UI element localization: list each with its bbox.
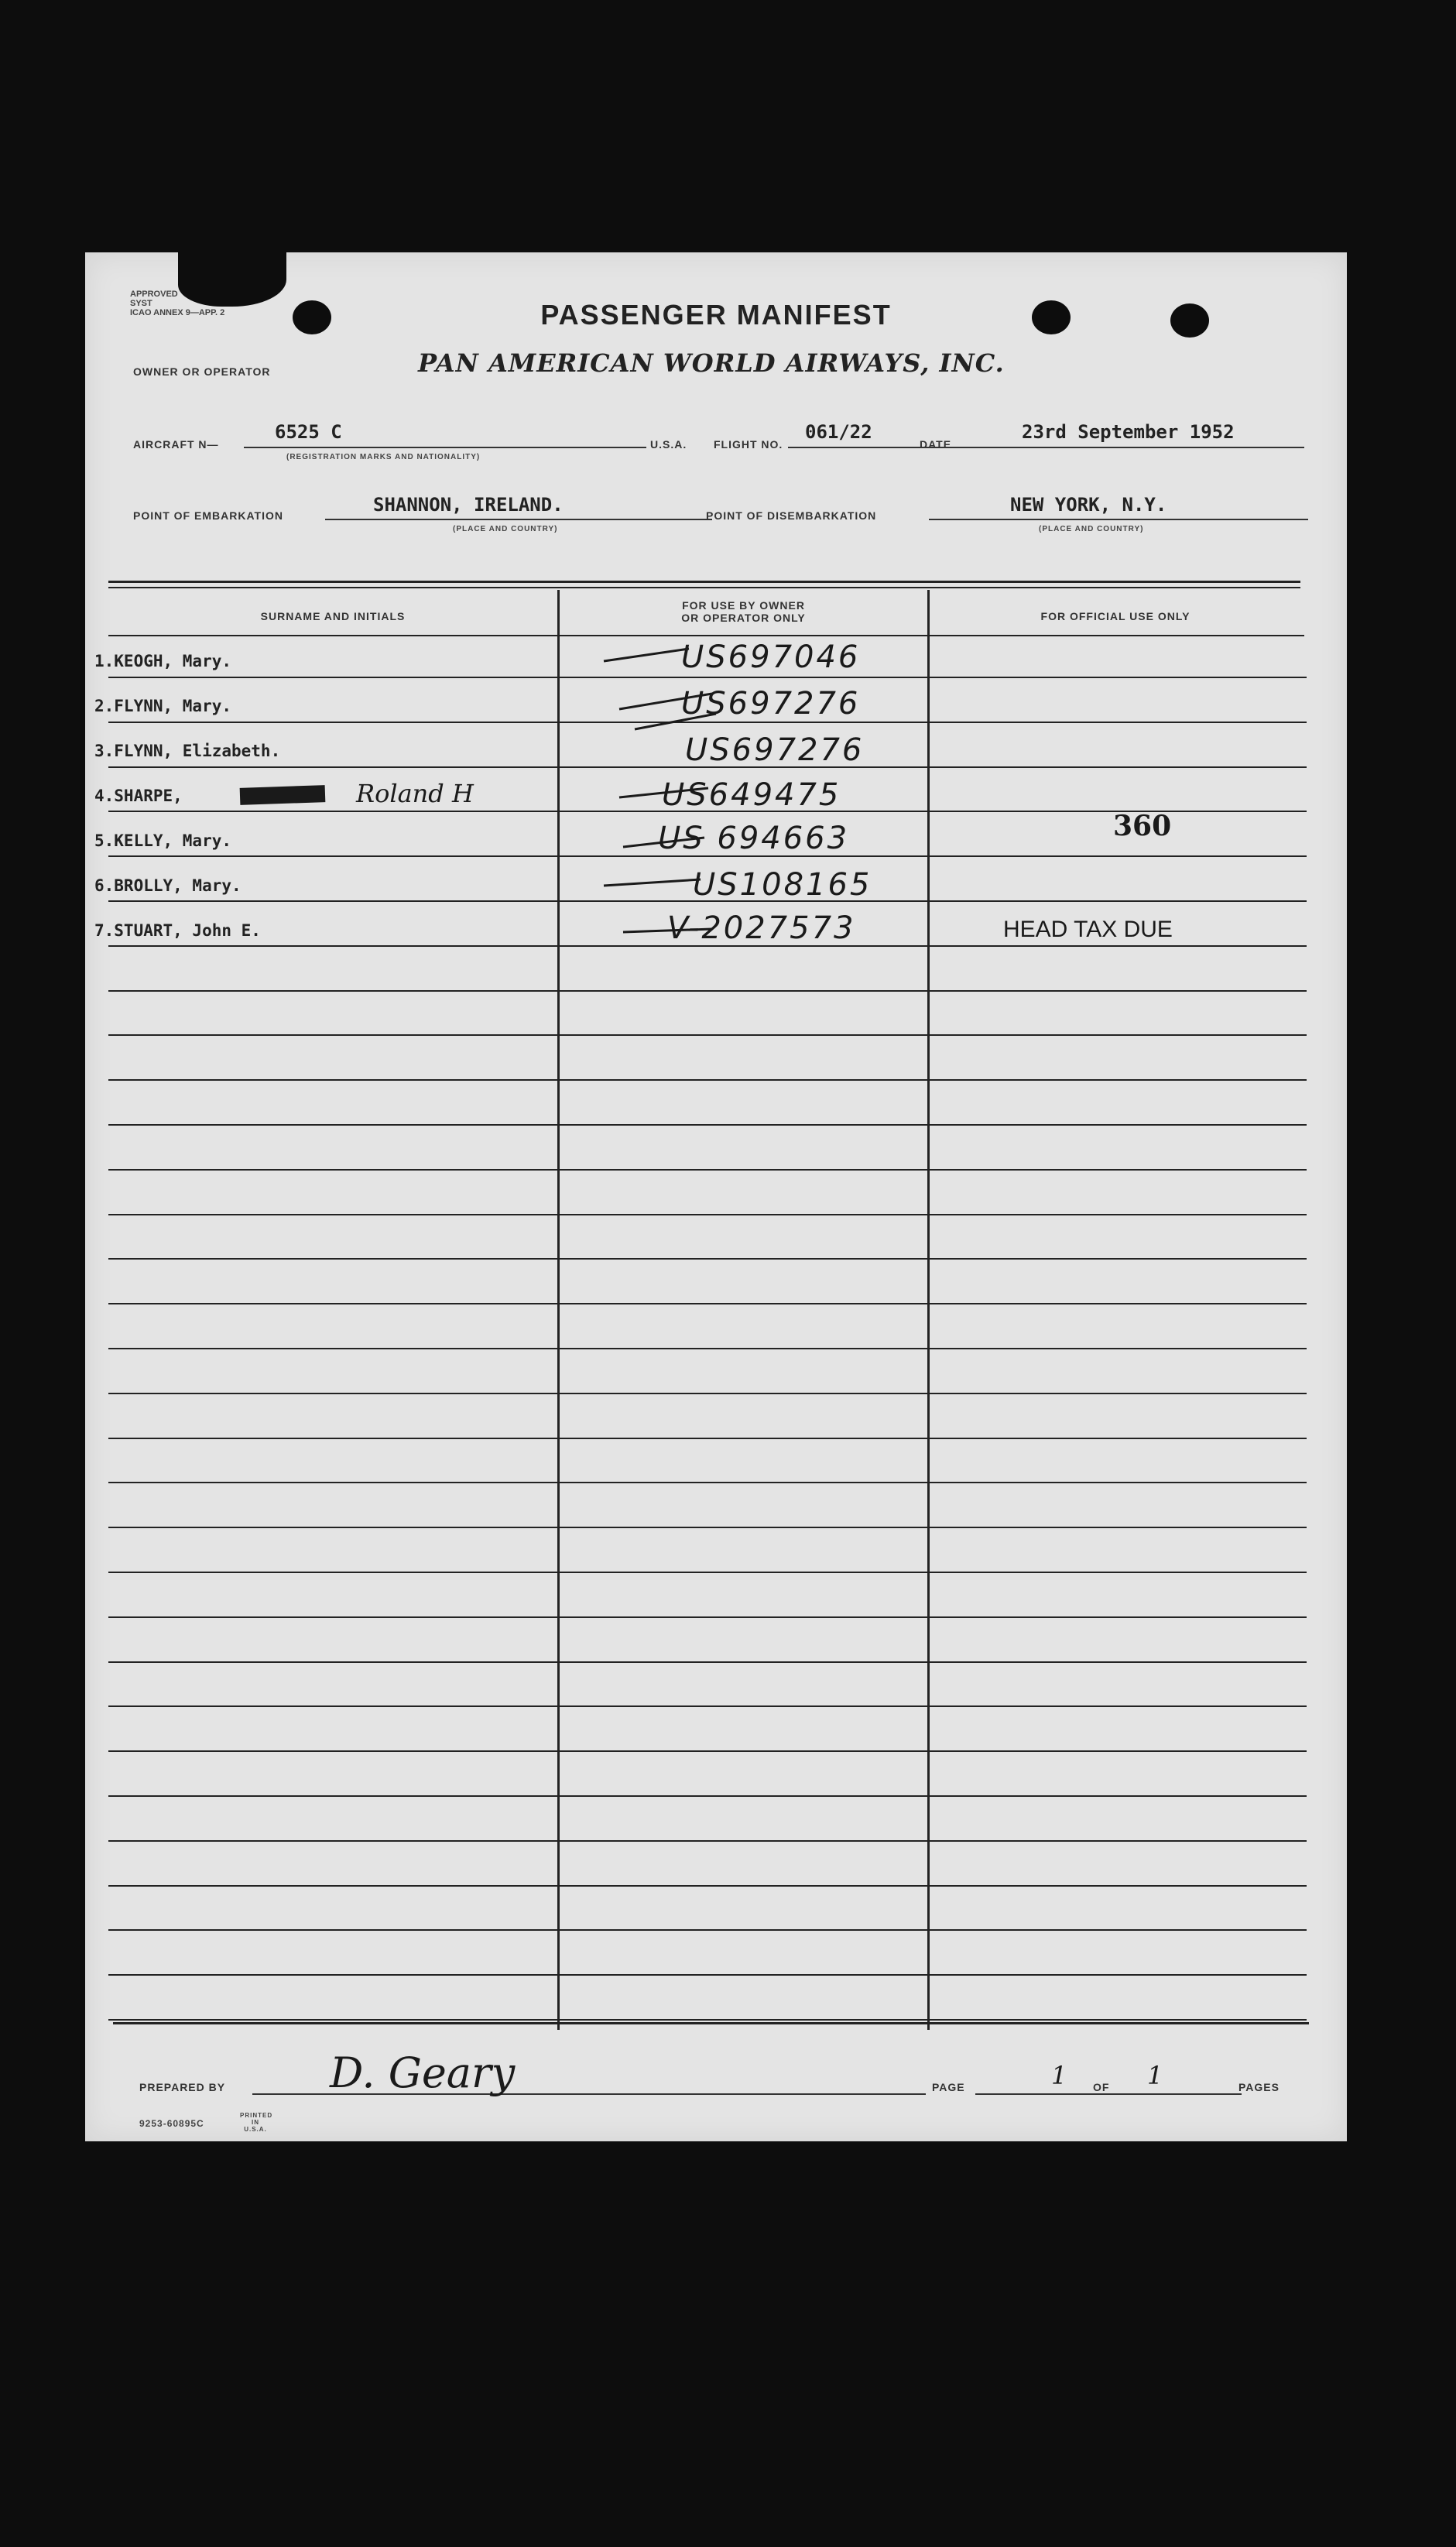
printed-mark: PRINTED IN U.S.A.	[240, 2112, 273, 2133]
head-tax-stamp: HEAD TAX DUE	[1003, 917, 1173, 942]
row-rule	[108, 990, 1307, 992]
table-top-rule	[108, 581, 1300, 583]
row-rule	[108, 1705, 1307, 1707]
redaction-mark	[240, 785, 326, 805]
col-header-line: OR OPERATOR ONLY	[681, 612, 806, 624]
date-underline	[964, 447, 1304, 448]
usa-label: U.S.A.	[650, 438, 687, 451]
row-rule	[108, 1885, 1307, 1887]
official-number: 360	[1113, 810, 1172, 842]
row-rule	[108, 1124, 1307, 1126]
approval-line: ICAO ANNEX 9—APP. 2	[130, 308, 225, 317]
row-rule	[108, 1303, 1307, 1304]
col-header-surname: SURNAME AND INITIALS	[260, 610, 406, 622]
place-caption: (PLACE AND COUNTRY)	[1039, 525, 1144, 533]
form-title: PASSENGER MANIFEST	[540, 299, 892, 331]
embarkation-value: SHANNON, IRELAND.	[373, 494, 564, 516]
col-header-operator	[560, 599, 927, 624]
embarkation-label: POINT OF EMBARKATION	[133, 509, 283, 522]
aircraft-label: AIRCRAFT N—	[133, 438, 219, 451]
operator-entry: US 694663	[658, 821, 850, 856]
total-pages: 1	[1147, 2061, 1163, 2090]
row-rule	[108, 1258, 1307, 1260]
operator-entry: US108165	[693, 867, 872, 903]
passenger-name: 4.SHARPE,	[94, 787, 183, 805]
row-rule	[108, 1929, 1307, 1931]
row-rule	[108, 1034, 1307, 1036]
row-rule	[108, 1974, 1307, 1976]
table-top-rule	[108, 587, 1300, 588]
operator-entry: US697276	[685, 732, 865, 768]
owner-label: OWNER OR OPERATOR	[133, 365, 271, 378]
page-underline	[975, 2093, 1130, 2095]
aircraft-underline	[244, 447, 646, 448]
embarkation-underline	[325, 519, 712, 520]
operator-name: PAN AMERICAN WORLD AIRWAYS, INC.	[418, 348, 1005, 378]
passenger-name: 2.FLYNN, Mary.	[94, 697, 232, 715]
row-rule	[108, 1527, 1307, 1528]
form-number: 9253-60895C	[139, 2118, 204, 2129]
page-label: PAGE	[932, 2081, 965, 2093]
row-rule	[108, 1795, 1307, 1797]
disembarkation-underline	[929, 519, 1308, 520]
prepared-by-label: PREPARED BY	[139, 2081, 226, 2093]
col-header-line: FOR USE BY OWNER	[682, 599, 805, 612]
row-rule	[108, 1393, 1307, 1394]
passenger-name: 7.STUART, John E.	[94, 921, 261, 940]
manifest-sheet	[85, 252, 1347, 2141]
row-rule	[108, 1169, 1307, 1171]
date-value: 23rd September 1952	[1022, 421, 1235, 443]
column-divider	[927, 590, 930, 2030]
flight-label: FLIGHT NO.	[714, 438, 783, 451]
approval-line: APPROVED	[130, 290, 178, 299]
passenger-name: 6.BROLLY, Mary.	[94, 876, 242, 895]
row-rule	[108, 1616, 1307, 1618]
operator-entry: US697276	[681, 686, 861, 722]
handwritten-name: Roland H	[356, 779, 474, 808]
place-caption: (PLACE AND COUNTRY)	[453, 525, 558, 533]
page-number: 1	[1051, 2061, 1067, 2090]
row-rule	[108, 1214, 1307, 1215]
row-rule	[108, 1482, 1307, 1483]
passenger-name: 3.FLYNN, Elizabeth.	[94, 742, 281, 760]
row-rule	[108, 2019, 1307, 2021]
row-rule	[108, 1840, 1307, 1842]
row-rule	[108, 1572, 1307, 1573]
aircraft-value: 6525 C	[275, 421, 342, 443]
of-label: OF	[1093, 2081, 1110, 2093]
row-rule	[108, 1750, 1307, 1752]
row-rule	[108, 1348, 1307, 1349]
signature: D. Geary	[330, 2048, 516, 2097]
passenger-name: 1.KEOGH, Mary.	[94, 652, 232, 670]
disembarkation-label: POINT OF DISEMBARKATION	[706, 509, 877, 522]
approval-line: SYST	[130, 299, 152, 308]
passenger-name: 5.KELLY, Mary.	[94, 831, 232, 850]
header-rule	[108, 635, 1304, 636]
date-label: DATE	[920, 438, 952, 451]
of-underline	[1118, 2093, 1242, 2095]
pages-label: PAGES	[1238, 2081, 1280, 2093]
operator-entry: V-2027573	[667, 910, 856, 946]
col-header-official: FOR OFFICIAL USE ONLY	[1040, 610, 1190, 622]
operator-entry: US649475	[662, 777, 841, 813]
registration-caption: (REGISTRATION MARKS AND NATIONALITY)	[286, 453, 481, 461]
flight-value: 061/22	[805, 421, 872, 443]
operator-entry: US697046	[681, 639, 861, 675]
disembarkation-value: NEW YORK, N.Y.	[1010, 494, 1167, 516]
row-rule	[108, 1438, 1307, 1439]
row-rule	[108, 1079, 1307, 1081]
row-rule	[108, 1661, 1307, 1663]
table-bottom-rule	[113, 2022, 1309, 2024]
